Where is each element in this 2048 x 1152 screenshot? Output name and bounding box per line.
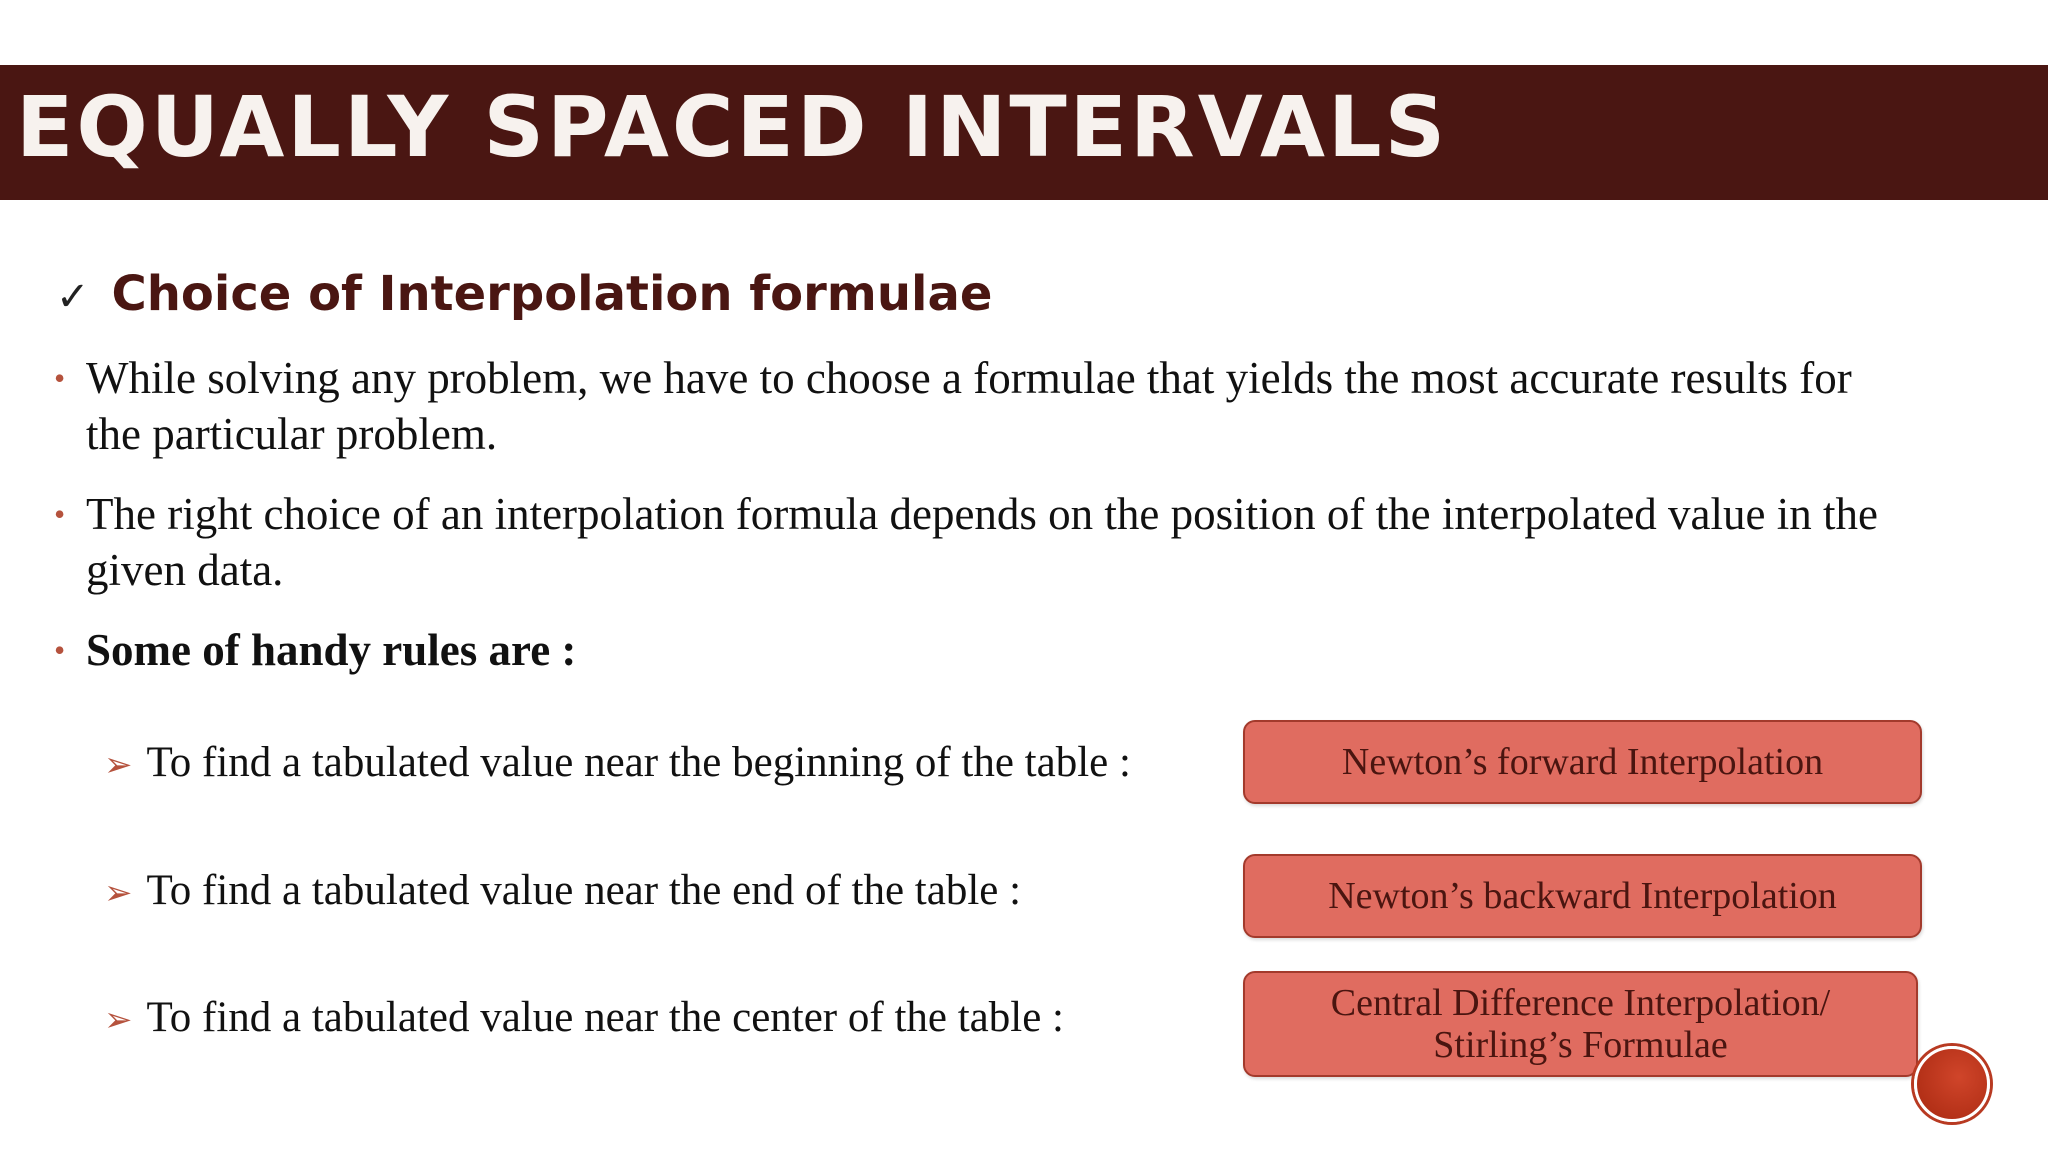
bullet-dot-icon: •	[54, 496, 66, 532]
bullet-dot-icon: •	[54, 632, 66, 668]
formula-text: Newton’s forward Interpolation	[1341, 741, 1824, 783]
bullet-dot-icon: •	[54, 360, 66, 396]
bullet-text: Some of handy rules are :	[86, 625, 577, 675]
arrow-icon: ➢	[104, 747, 133, 784]
rule-1	[104, 738, 1131, 787]
rule-text: To find a tabulated value near the end of the table :	[146, 867, 1022, 914]
rule-2	[104, 866, 1021, 915]
bullet-text: The right choice of an interpolation formula depends on the position of the interpolated value in the given data.	[86, 489, 1878, 595]
bullet-1	[54, 350, 1906, 462]
bullet-3	[54, 622, 1906, 678]
checkmark-icon: ✓	[56, 274, 90, 320]
section-heading	[56, 266, 992, 322]
decorative-circle-icon	[1914, 1046, 1990, 1122]
formula-box-backward	[1243, 854, 1922, 938]
slide-title: EQUALLY SPACED INTERVALS	[16, 78, 1449, 176]
bullet-text: While solving any problem, we have to choose a formulae that yields the most accurate results for the particular problem.	[86, 353, 1852, 459]
bullet-2	[54, 486, 1906, 598]
rule-3	[104, 993, 1064, 1042]
rule-text: To find a tabulated value near the beginning of the table :	[146, 739, 1131, 786]
heading-text: Choice of Interpolation formulae	[111, 266, 993, 322]
formula-text: Newton’s backward Interpolation	[1328, 875, 1837, 917]
formula-box-forward	[1243, 720, 1922, 804]
arrow-icon: ➢	[104, 875, 133, 912]
formula-box-central	[1243, 971, 1918, 1077]
rule-text: To find a tabulated value near the center of the table :	[146, 994, 1064, 1041]
arrow-icon: ➢	[104, 1002, 133, 1039]
formula-text: Central Difference Interpolation/ Stirling’s Formulae	[1330, 982, 1831, 1066]
